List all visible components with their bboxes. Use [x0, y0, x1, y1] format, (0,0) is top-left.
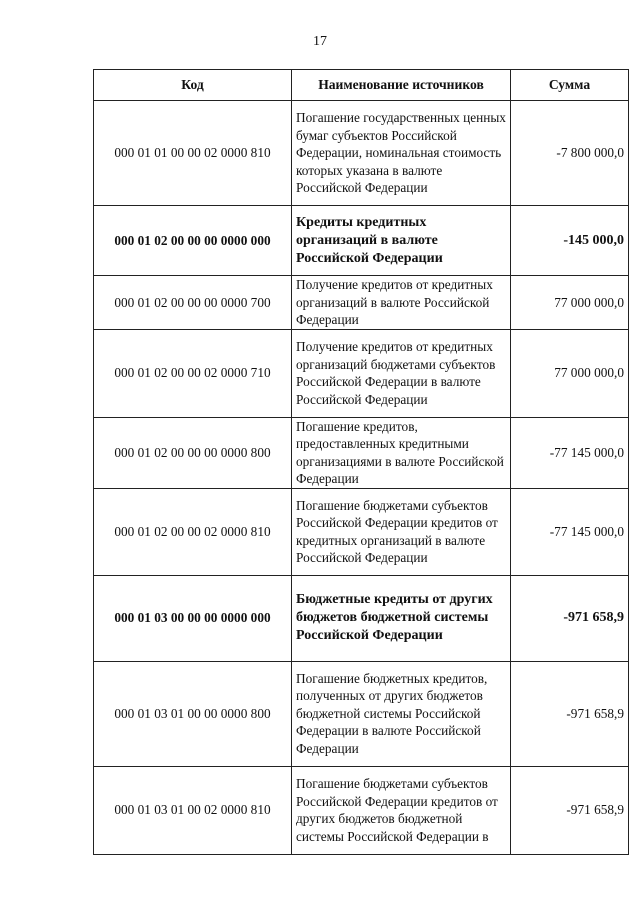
header-name: Наименование источников: [292, 70, 511, 101]
row-code: 000 01 02 00 00 02 0000 810: [94, 488, 292, 575]
table-row: [94, 101, 629, 206]
row-code: 000 01 02 00 00 00 0000 000: [94, 206, 292, 276]
row-code: 000 01 02 00 00 02 0000 710: [94, 329, 292, 417]
table-row-section: [94, 206, 629, 276]
table-row: [94, 417, 629, 488]
table-header: [94, 70, 629, 101]
row-sum: -77 145 000,0: [511, 488, 629, 575]
row-code: 000 01 02 00 00 00 0000 700: [94, 276, 292, 330]
row-name: Получение кредитов от кредитных организаций в валюте Российской Федерации: [292, 276, 511, 330]
row-sum: -77 145 000,0: [511, 417, 629, 488]
row-name: Получение кредитов от кредитных организаций бюджетами субъектов Российской Федерации в валюте Российской Федерации: [292, 329, 511, 417]
page-number: 17: [313, 34, 327, 49]
row-sum: -7 800 000,0: [511, 101, 629, 206]
header-sum: Сумма: [511, 70, 629, 101]
table-row: [94, 766, 629, 854]
row-code: 000 01 03 01 00 02 0000 810: [94, 766, 292, 854]
table-row: [94, 661, 629, 766]
row-name: Бюджетные кредиты от других бюджетов бюджетной системы Российской Федерации: [292, 575, 511, 661]
row-sum: -971 658,9: [511, 661, 629, 766]
row-sum: 77 000 000,0: [511, 276, 629, 330]
row-name: Погашение бюджетами субъектов Российской Федерации кредитов от кредитных организаций в валюте Российской Федерации: [292, 488, 511, 575]
header-row: [94, 70, 629, 101]
table-row-section: [94, 575, 629, 661]
row-name: Погашение бюджетных кредитов, полученных от других бюджетов бюджетной системы Российской Федерации в валюте Российской Федерации: [292, 661, 511, 766]
row-code: 000 01 03 00 00 00 0000 000: [94, 575, 292, 661]
header-code: Код: [94, 70, 292, 101]
row-sum: -971 658,9: [511, 766, 629, 854]
table-row: [94, 276, 629, 330]
row-name: Погашение кредитов, предоставленных кредитными организациями в валюте Российской Федерации: [292, 417, 511, 488]
row-code: 000 01 02 00 00 00 0000 800: [94, 417, 292, 488]
row-name: Погашение государственных ценных бумаг субъектов Российской Федерации, номинальная стоимость которых указана в валюте Российской Федерации: [292, 101, 511, 206]
table-row: [94, 329, 629, 417]
row-name: Кредиты кредитных организаций в валюте Российской Федерации: [292, 206, 511, 276]
row-name: Погашение бюджетами субъектов Российской Федерации кредитов от других бюджетов бюджетной системы Российской Федерации в: [292, 766, 511, 854]
sources-table: [93, 69, 629, 855]
table-row: [94, 488, 629, 575]
row-sum: -145 000,0: [511, 206, 629, 276]
row-code: 000 01 03 01 00 00 0000 800: [94, 661, 292, 766]
row-sum: 77 000 000,0: [511, 329, 629, 417]
table-body: [94, 101, 629, 855]
row-code: 000 01 01 00 00 02 0000 810: [94, 101, 292, 206]
row-sum: -971 658,9: [511, 575, 629, 661]
